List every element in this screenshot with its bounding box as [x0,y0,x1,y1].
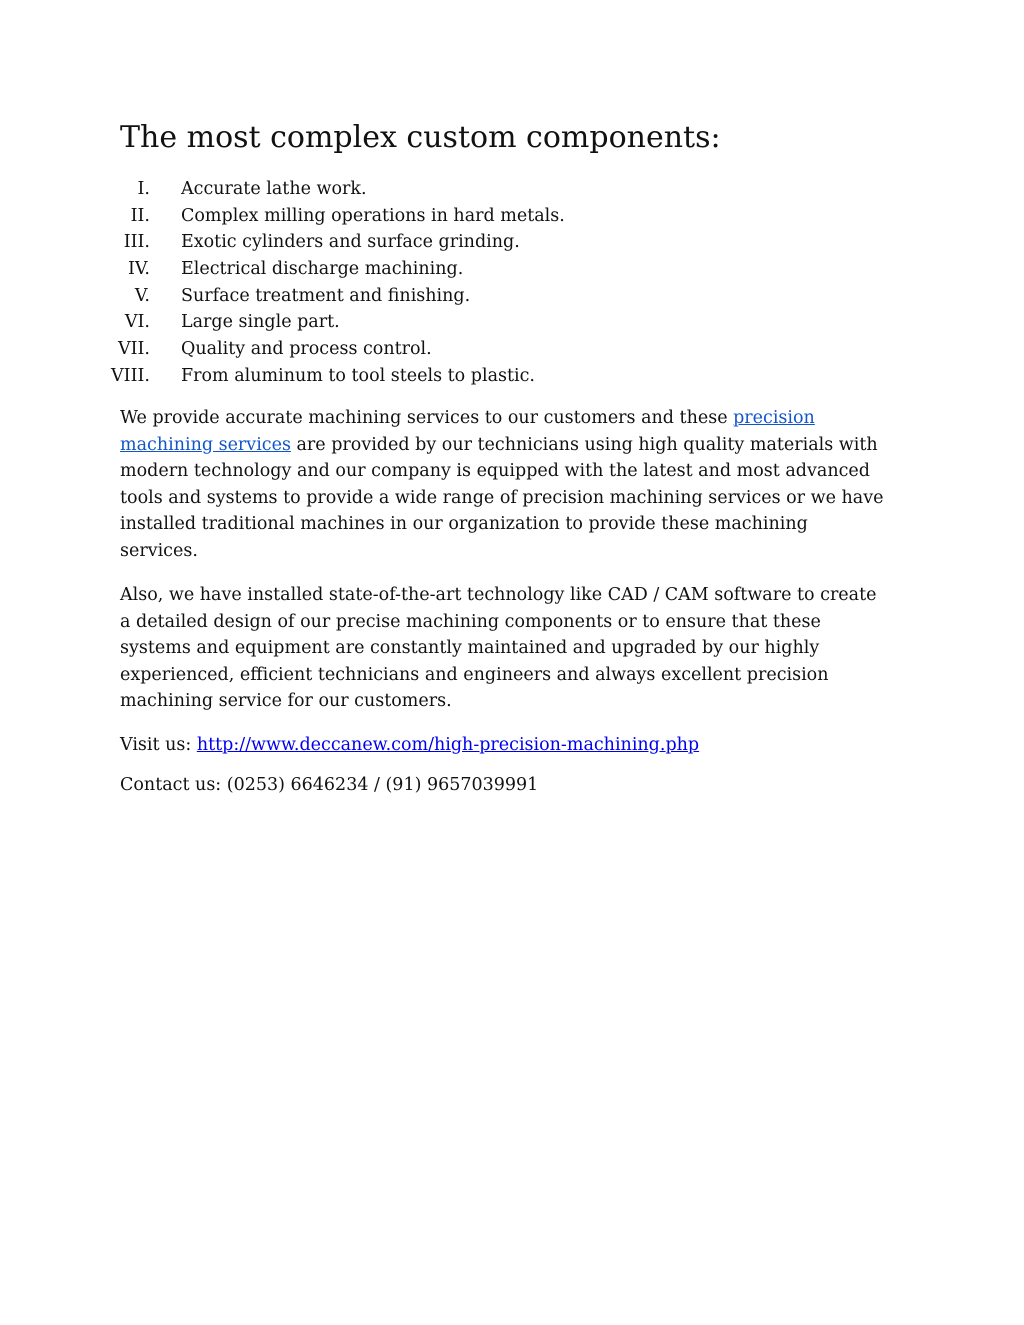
list-item [120,203,910,230]
list-numeral: VIII. [111,365,150,386]
list-item-text: Complex milling operations in hard metals. [181,205,565,226]
list-numeral: I. [137,179,150,199]
list-item [120,309,910,336]
list-item-text: Accurate lathe work. [181,179,367,199]
paragraph-line: services. [120,540,198,561]
list-item [120,256,910,283]
page-heading: The most complex custom components: [120,120,721,155]
list-item [111,363,910,390]
components-list [111,176,910,390]
paragraph-line [120,432,910,459]
list-numeral: VII. [117,339,150,360]
technology-paragraph [120,582,910,715]
list-numeral: VI. [124,312,150,333]
paragraph-text: We provide accurate machining services to our customers and these [120,408,734,428]
list-numeral: II. [130,205,150,226]
list-item [120,176,910,203]
paragraph-line: modern technology and our company is equipped with the latest and most advanced [120,461,870,482]
paragraph-line: installed traditional machines in our organization to provide these machining [120,514,808,535]
list-item [120,283,910,310]
list-item [117,336,910,363]
list-item-text: Quality and process control. [181,339,432,360]
list-item-text: Large single part. [181,312,340,333]
list-numeral: V. [134,285,150,306]
visit-label: Visit us: [120,735,197,755]
website-link[interactable]: http://www.deccanew.com/high-precision-machining.php [196,735,700,755]
paragraph-line: experienced, efficient technicians and engineers and always excellent precision [120,664,829,685]
paragraph-line: Also, we have installed state-of-the-art technology like CAD / CAM software to create [120,585,877,605]
list-item-text: Exotic cylinders and surface grinding. [181,232,520,253]
list-numeral: III. [123,232,150,253]
precision-machining-link[interactable]: precision [733,408,815,428]
visit-line [120,731,699,759]
precision-machining-link-continued[interactable]: machining services [120,434,291,455]
paragraph-line: tools and systems to provide a wide range of precision machining services or we have [120,487,884,508]
list-item-text: From aluminum to tool steels to plastic. [181,365,535,386]
paragraph-text: are provided by our technicians using high quality materials with [290,434,878,455]
paragraph-line: systems and equipment are constantly maintained and upgraded by our highly [120,638,820,659]
contact-line: Contact us: (0253) 6646234 / (91) 9657039991 [120,775,539,795]
services-paragraph [120,405,910,565]
paragraph-line: a detailed design of our precise machining components or to ensure that these [120,611,821,632]
list-item-text: Electrical discharge machining. [181,259,464,280]
paragraph-line [120,405,910,432]
list-item-text: Surface treatment and finishing. [181,285,471,306]
list-numeral: IV. [127,259,150,280]
paragraph-line: machining service for our customers. [120,691,452,712]
list-item [120,229,910,256]
